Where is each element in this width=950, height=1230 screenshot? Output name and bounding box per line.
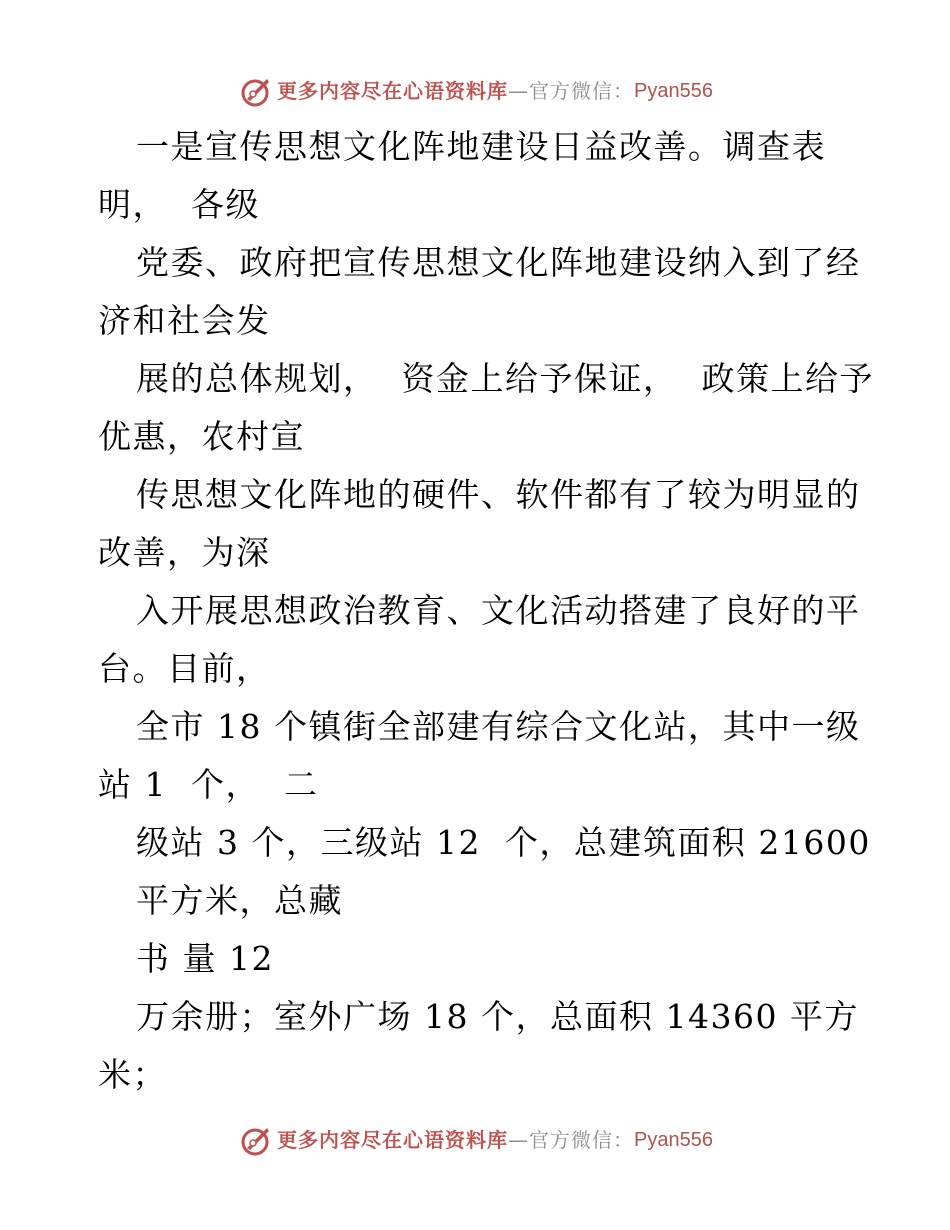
watermark-wechat-id: Pyan556 [634, 1129, 713, 1151]
text-line: 万余册；室外广场 18 个，总面积 14360 平方 [136, 997, 859, 1036]
text-line: 台。目前， [98, 649, 271, 688]
watermark-main-text: 更多内容尽在心语资料库 [277, 79, 509, 103]
watermark-wechat-id: Pyan556 [634, 80, 713, 102]
text-line: 明， 各级 [98, 185, 260, 224]
text-line: 入开展思想政治教育、文化活动搭建了良好的平 [136, 591, 861, 630]
text-line: 书 量 12 [136, 939, 274, 978]
text-line: 一是宣传思想文化阵地建设日益改善。调查表 [136, 127, 826, 166]
text-line: 济和社会发 [98, 301, 271, 340]
watermark-dash: — [508, 79, 530, 103]
text-line: 传思想文化阵地的硬件、软件都有了较为明显的 [136, 475, 861, 514]
text-line: 全市 18 个镇街全部建有综合文化站，其中一级 [136, 707, 861, 746]
text-line: 党委、政府把宣传思想文化阵地建设纳入到了经 [136, 243, 861, 282]
text-line: 优惠，农村宣 [98, 417, 305, 456]
watermark-wechat-label: 官方微信： [529, 1128, 635, 1152]
watermark-main-text: 更多内容尽在心语资料库 [277, 1128, 509, 1152]
watermark-wechat-label: 官方微信： [529, 79, 635, 103]
text-line: 站 1 个， 二 [98, 765, 319, 804]
text-line: 改善，为深 [98, 533, 271, 572]
text-line: 平方米，总藏 [136, 881, 343, 920]
quill-logo-icon [237, 73, 273, 109]
quill-logo-icon [237, 1122, 273, 1158]
watermark-header [0, 71, 950, 111]
text-line: 展的总体规划， 资金上给予保证， 政策上给予 [136, 359, 874, 398]
text-line: 级站 3 个，三级站 12 个，总建筑面积 21600 [136, 823, 871, 862]
text-line: 米； [98, 1055, 167, 1094]
watermark-footer [0, 1120, 950, 1160]
document-body [98, 118, 874, 1104]
watermark-dash: — [508, 1128, 530, 1152]
